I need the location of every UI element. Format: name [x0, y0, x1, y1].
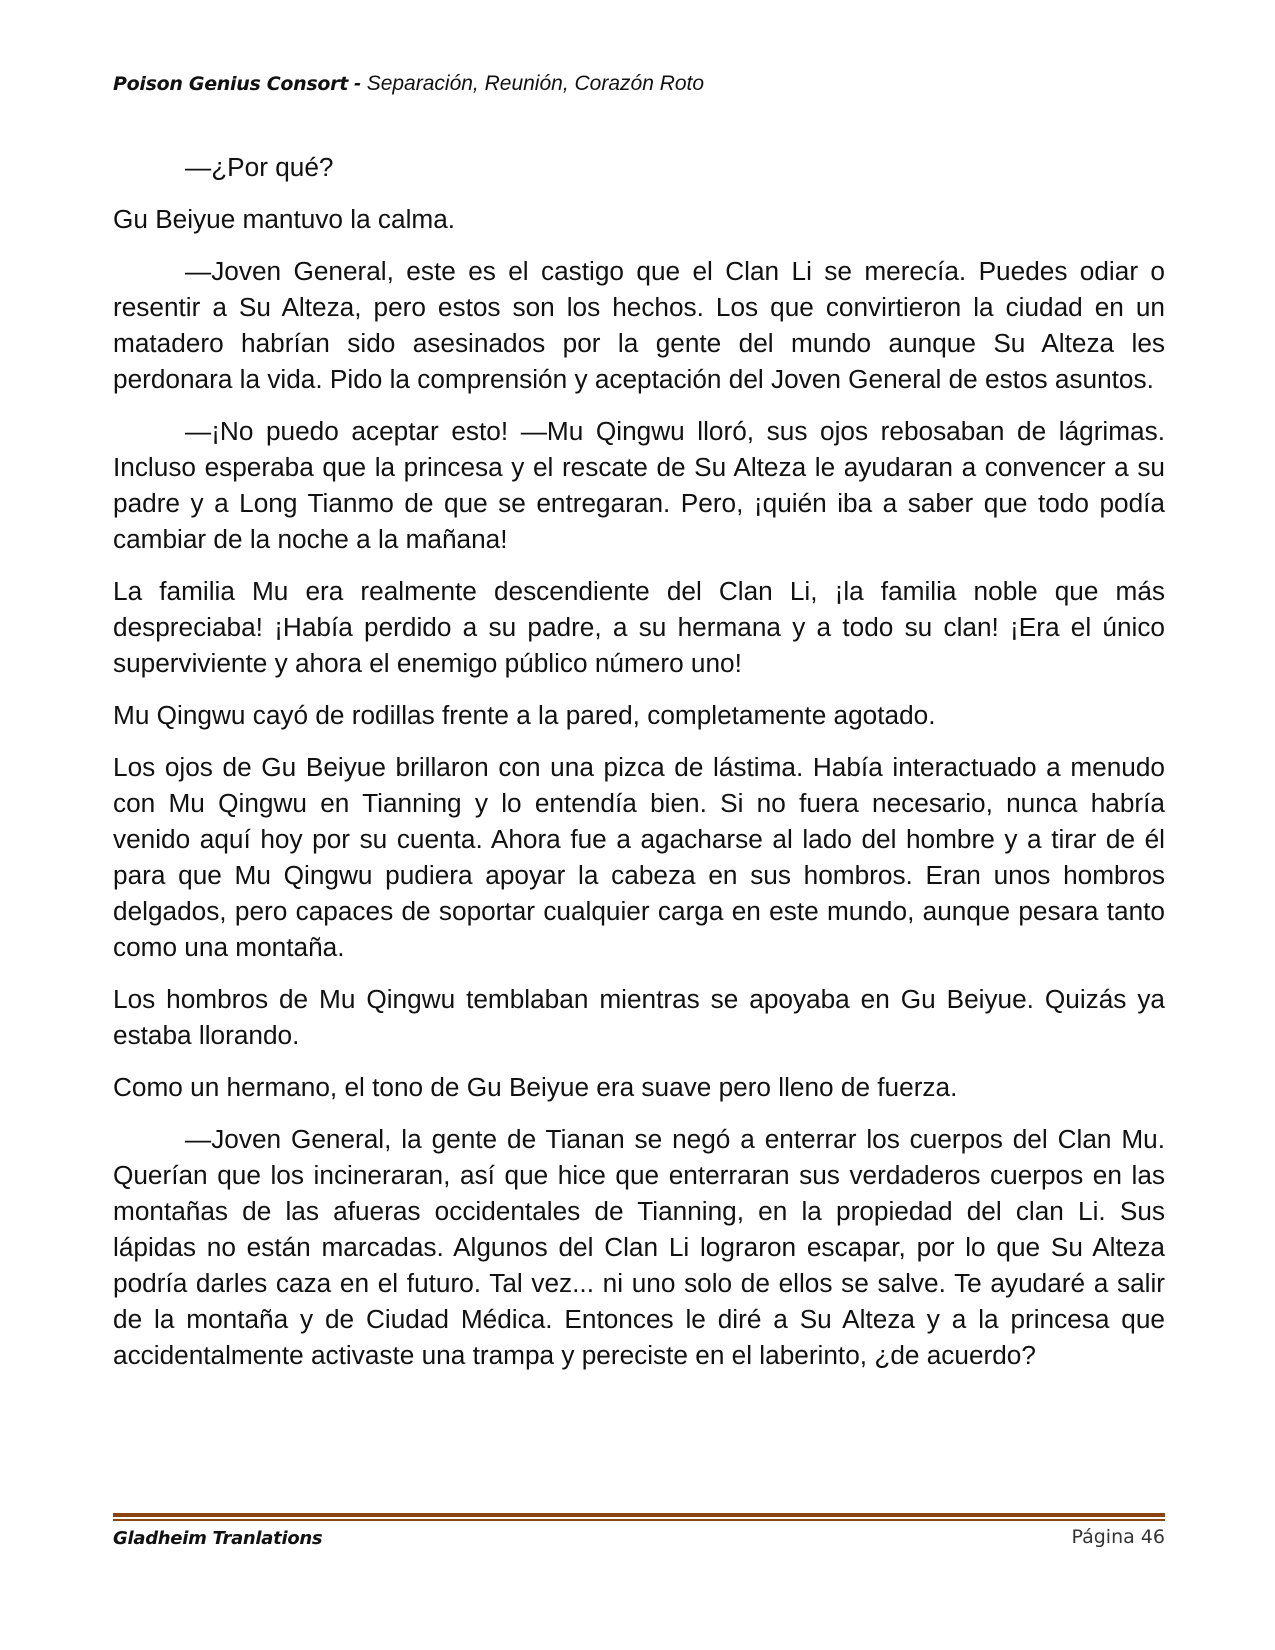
paragraph: Gu Beiyue mantuvo la calma.	[113, 204, 456, 234]
paragraph: Los hombros de Mu Qingwu temblaban mientras se apoyaba en Gu Beiyue. Quizás ya estaba llorando.	[113, 984, 1165, 1050]
book-title: Poison Genius Consort	[113, 73, 349, 95]
footer-publisher: Gladheim Tranlations	[113, 1528, 323, 1549]
page-number: Página 46	[1071, 1526, 1165, 1548]
paragraph: —¿Por qué?	[185, 152, 334, 182]
paragraph: —¡No puedo aceptar esto! —Mu Qingwu lloró, sus ojos rebosaban de lágrimas. Incluso esperaba que la princesa y el rescate de Su Alteza le ayudaran a convencer a su padre y a Long Tianmo de que se entregaran. Pero, ¡quién iba a saber que todo podía cambiar de la noche a la mañana!	[113, 416, 1165, 554]
paragraph: Mu Qingwu cayó de rodillas frente a la pared, completamente agotado.	[113, 700, 936, 730]
paragraph: Los ojos de Gu Beiyue brillaron con una pizca de lástima. Había interactuado a menudo con Mu Qingwu en Tianning y lo entendía bien. Si no fuera necesario, nunca habría venido aquí hoy por su cuenta. Ahora fue a agacharse al lado del hombre y a tirar de él para que Mu Qingwu pudiera apoyar la cabeza en sus hombros. Eran unos hombros delgados, pero capaces de soportar cualquier carga en este mundo, aunque pesara tanto como una montaña.	[113, 752, 1165, 962]
header-separator: -	[348, 72, 367, 95]
footer-divider-thin	[113, 1519, 1165, 1521]
paragraph: Como un hermano, el tono de Gu Beiyue era suave pero lleno de fuerza.	[113, 1072, 958, 1102]
page-header	[113, 72, 704, 96]
body-text	[113, 149, 1165, 1389]
paragraph: —Joven General, la gente de Tianan se negó a enterrar los cuerpos del Clan Mu. Querían que los incineraran, así que hice que enterraran sus verdaderos cuerpos en las montañas de las afueras occidentales de Tianning, en la propiedad del clan Li. Sus lápidas no están marcadas. Algunos del Clan Li lograron escapar, por lo que Su Alteza podría darles caza en el futuro. Tal vez... ni uno solo de ellos se salve. Te ayudaré a salir de la montaña y de Ciudad Médica. Entonces le diré a Su Alteza y a la princesa que accidentalmente activaste una trampa y pereciste en el laberinto, ¿de acuerdo?	[113, 1124, 1165, 1370]
chapter-title: Separación, Reunión, Corazón Roto	[366, 72, 705, 95]
footer-divider	[113, 1513, 1165, 1522]
paragraph: —Joven General, este es el castigo que el Clan Li se merecía. Puedes odiar o resentir a Su Alteza, pero estos son los hechos. Los que convirtieron la ciudad en un matadero habrían sido asesinados por la gente del mundo aunque Su Alteza les perdonara la vida. Pido la comprensión y aceptación del Joven General de estos asuntos.	[113, 256, 1165, 394]
paragraph: La familia Mu era realmente descendiente del Clan Li, ¡la familia noble que más despreciaba! ¡Había perdido a su padre, a su hermana y a todo su clan! ¡Era el único superviviente y ahora el enemigo público número uno!	[113, 576, 1165, 678]
